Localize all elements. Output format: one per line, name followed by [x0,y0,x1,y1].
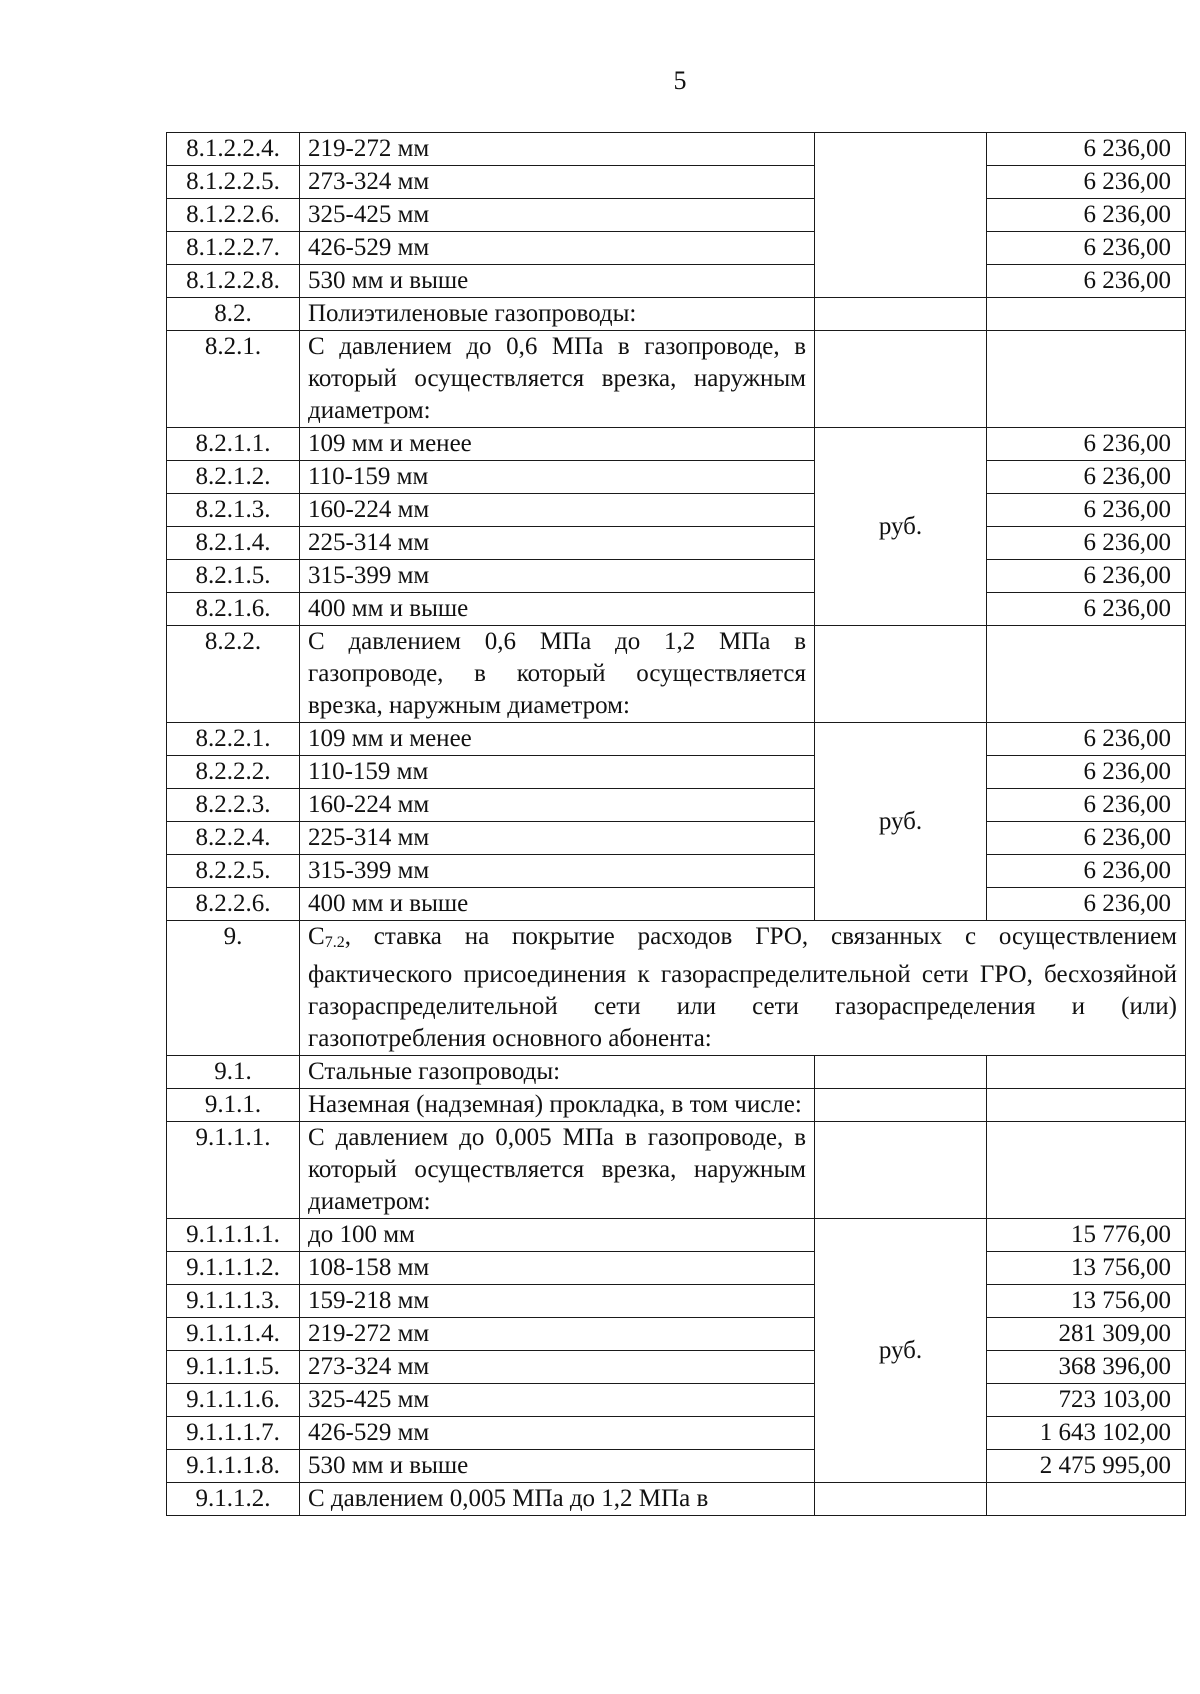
row-description: С давлением до 0,005 МПа в газопроводе, в который осуществляется врезка, наружным диаметром: [300,1122,815,1219]
row-code: 9.1.1.1.5. [167,1351,300,1384]
row-description: 530 мм и выше [300,1450,815,1483]
table-row [167,133,1186,166]
table-row [167,1122,1186,1219]
row-code: 8.2.2.5. [167,855,300,888]
row-code: 8.2.1.4. [167,527,300,560]
table-row [167,1417,1186,1450]
unit-cell [815,298,987,331]
row-code: 9.1.1.1.1. [167,1219,300,1252]
table-row [167,1089,1186,1122]
table-row [167,822,1186,855]
row-description: 219-272 мм [300,133,815,166]
row-value: 6 236,00 [987,789,1186,822]
rate-symbol: С [308,923,325,950]
table-row [167,298,1186,331]
table-row [167,626,1186,723]
row-description: Наземная (надземная) прокладка, в том числе: [300,1089,815,1122]
row-code: 8.1.2.2.7. [167,232,300,265]
row-description: 400 мм и выше [300,593,815,626]
table-row [167,428,1186,461]
row-description: Стальные газопроводы: [300,1056,815,1089]
table-row [167,461,1186,494]
row-code: 8.2. [167,298,300,331]
table-row [167,1056,1186,1089]
row-value: 281 309,00 [987,1318,1186,1351]
row-value [987,626,1186,723]
row-code: 8.2.2.4. [167,822,300,855]
row-value: 6 236,00 [987,232,1186,265]
row-value: 1 643 102,00 [987,1417,1186,1450]
row-description: 225-314 мм [300,527,815,560]
row-description: 426-529 мм [300,232,815,265]
row-description: 273-324 мм [300,166,815,199]
row-description: 225-314 мм [300,822,815,855]
table-row [167,1285,1186,1318]
row-description: 160-224 мм [300,494,815,527]
row-code: 9.1.1.1.3. [167,1285,300,1318]
unit-cell [815,626,987,723]
table-row [167,1450,1186,1483]
unit-cell [815,1483,987,1516]
row-description: С давлением 0,6 МПа до 1,2 МПа в газопроводе, в который осуществляется врезка, наружным диаметром: [300,626,815,723]
row-value: 6 236,00 [987,166,1186,199]
row-value: 6 236,00 [987,888,1186,921]
row-value: 6 236,00 [987,494,1186,527]
table-row [167,560,1186,593]
row-code: 8.2.1.1. [167,428,300,461]
row-code: 8.2.1.6. [167,593,300,626]
row-description: 325-425 мм [300,1384,815,1417]
row-code: 9.1.1.1.6. [167,1384,300,1417]
table-row [167,1351,1186,1384]
unit-cell [815,1122,987,1219]
row-value [987,1056,1186,1089]
row-description: 108-158 мм [300,1252,815,1285]
row-code: 8.1.2.2.5. [167,166,300,199]
row-description: С давлением 0,005 МПа до 1,2 МПа в [300,1483,815,1516]
page-number: 5 [673,66,687,95]
row-value: 13 756,00 [987,1285,1186,1318]
row-description: 109 мм и менее [300,723,815,756]
row-value: 6 236,00 [987,855,1186,888]
row-description: 160-224 мм [300,789,815,822]
table-row [167,855,1186,888]
row-value [987,1122,1186,1219]
row-value [987,298,1186,331]
row-code: 8.1.2.2.4. [167,133,300,166]
table-row [167,756,1186,789]
row-value: 6 236,00 [987,265,1186,298]
row-value: 6 236,00 [987,461,1186,494]
row-value: 2 475 995,00 [987,1450,1186,1483]
row-code: 9.1.1.2. [167,1483,300,1516]
table-row [167,199,1186,232]
row-description: до 100 мм [300,1219,815,1252]
row-value: 6 236,00 [987,822,1186,855]
row-code: 8.2.2.6. [167,888,300,921]
row-value: 6 236,00 [987,593,1186,626]
row-code: 8.1.2.2.6. [167,199,300,232]
row-description: Полиэтиленовые газопроводы: [300,298,815,331]
row-description: 273-324 мм [300,1351,815,1384]
table-row [167,166,1186,199]
row-description: 315-399 мм [300,560,815,593]
unit-cell: руб. [815,723,987,921]
row-code: 8.2.1.5. [167,560,300,593]
row-code: 8.2.1.2. [167,461,300,494]
table-row [167,331,1186,428]
unit-cell [815,133,987,298]
row-value: 6 236,00 [987,527,1186,560]
table-row [167,527,1186,560]
row-code: 9.1.1.1.4. [167,1318,300,1351]
row-description: 109 мм и менее [300,428,815,461]
row-value: 6 236,00 [987,756,1186,789]
row-code: 8.2.2.2. [167,756,300,789]
table-row [167,494,1186,527]
row-code: 9.1.1.1.7. [167,1417,300,1450]
row-value: 6 236,00 [987,723,1186,756]
row-description: 325-425 мм [300,199,815,232]
table-row [167,593,1186,626]
row-code: 8.2.2. [167,626,300,723]
row-value: 6 236,00 [987,133,1186,166]
row-description: С давлением до 0,6 МПа в газопроводе, в который осуществляется врезка, наружным диаметром: [300,331,815,428]
unit-cell: руб. [815,1219,987,1483]
unit-cell [815,331,987,428]
row-value: 723 103,00 [987,1384,1186,1417]
row-value: 368 396,00 [987,1351,1186,1384]
row-code: 8.2.1.3. [167,494,300,527]
unit-cell [815,1056,987,1089]
row-value [987,1483,1186,1516]
row-description: 426-529 мм [300,1417,815,1450]
row-code: 9.1. [167,1056,300,1089]
row-value: 15 776,00 [987,1219,1186,1252]
row-value: 13 756,00 [987,1252,1186,1285]
row-description: 530 мм и выше [300,265,815,298]
row-description: 110-159 мм [300,461,815,494]
table-row [167,1252,1186,1285]
tariff-table [166,132,1186,1516]
table-row [167,921,1186,1056]
row-code: 9.1.1.1. [167,1122,300,1219]
row-code: 8.2.2.1. [167,723,300,756]
table-row [167,723,1186,756]
table-row [167,1483,1186,1516]
row-code: 9. [167,921,300,1056]
row-description: 219-272 мм [300,1318,815,1351]
rate-text: , ставка на покрытие расходов ГРО, связанных с осуществлением фактического присоединения к газораспределительной сети ГРО, бесхозяйной газораспределительной сети или сети газораспределения и (или) газопотребления основного абонента: [308,923,1177,1052]
row-description: 159-218 мм [300,1285,815,1318]
table-row [167,789,1186,822]
row-description: 400 мм и выше [300,888,815,921]
row-code: 8.1.2.2.8. [167,265,300,298]
rate-description [300,921,1186,1056]
table-row [167,888,1186,921]
row-code: 9.1.1. [167,1089,300,1122]
row-code: 8.2.2.3. [167,789,300,822]
row-description: 315-399 мм [300,855,815,888]
table-row [167,1318,1186,1351]
row-description: 110-159 мм [300,756,815,789]
row-value: 6 236,00 [987,560,1186,593]
table-row [167,232,1186,265]
row-code: 9.1.1.1.8. [167,1450,300,1483]
unit-cell: руб. [815,428,987,626]
rate-subscript: 7.2 [324,934,345,951]
row-code: 9.1.1.1.2. [167,1252,300,1285]
row-value: 6 236,00 [987,428,1186,461]
row-value [987,1089,1186,1122]
row-value: 6 236,00 [987,199,1186,232]
table-row [167,1219,1186,1252]
unit-cell [815,1089,987,1122]
table-row [167,1384,1186,1417]
row-value [987,331,1186,428]
row-code: 8.2.1. [167,331,300,428]
table-row [167,265,1186,298]
